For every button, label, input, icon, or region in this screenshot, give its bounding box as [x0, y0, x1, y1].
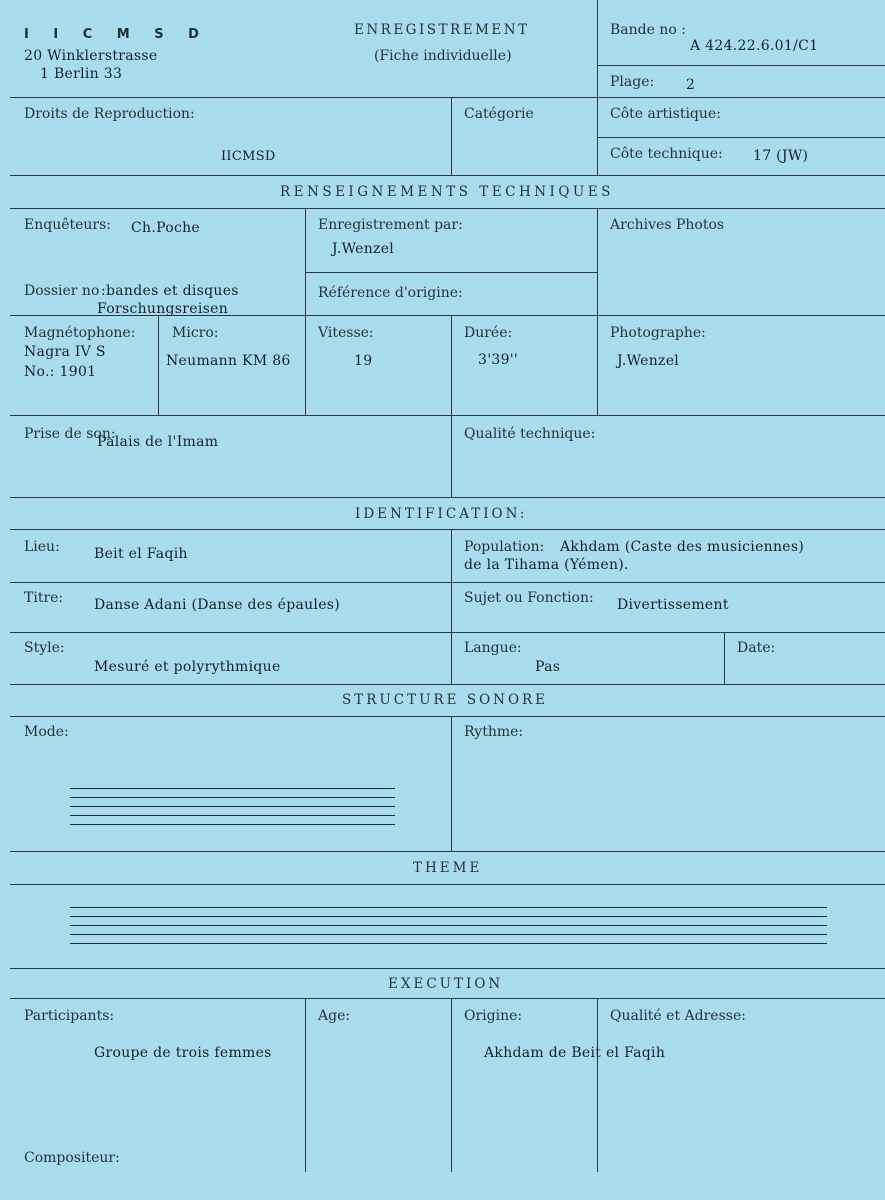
rule-structure-bottom: [10, 851, 885, 852]
cote-technique-label: Côte technique:: [610, 146, 723, 162]
droits-label: Droits de Reproduction:: [24, 106, 195, 122]
prise-de-son-label: Prise de son:: [24, 426, 116, 442]
participants-value: Groupe de trois femmes: [94, 1045, 272, 1061]
rule-cote-split: [597, 137, 885, 138]
dossier-label: Dossier no: [24, 283, 100, 299]
rule-right-header: [597, 0, 598, 175]
micro-label: Micro:: [172, 325, 219, 341]
card-subtitle: (Fiche individuelle): [374, 48, 512, 64]
vitesse-label: Vitesse:: [318, 325, 374, 341]
org-address-street: 20 Winklerstrasse: [24, 48, 158, 64]
origine-label: Origine:: [464, 1008, 523, 1024]
rule-structure-split: [451, 716, 452, 851]
enqueteurs-label: Enquêteurs:: [24, 217, 112, 233]
enregistrement-par-label: Enregistrement par:: [318, 217, 463, 233]
rule-micro: [158, 315, 159, 415]
participants-label: Participants:: [24, 1008, 115, 1024]
titre-label: Titre:: [24, 590, 64, 606]
style-value: Mesuré et polyrythmique: [94, 659, 281, 675]
vitesse-value: 19: [354, 353, 373, 369]
section-title-identification: IDENTIFICATION:: [355, 506, 528, 522]
sujet-value: Divertissement: [617, 597, 729, 613]
population-value-line1: Akhdam (Caste des musiciennes): [560, 539, 805, 555]
lieu-label: Lieu:: [24, 539, 60, 555]
sujet-label: Sujet ou Fonction:: [464, 590, 594, 606]
rule-equipment-bottom: [10, 415, 885, 416]
duree-label: Durée:: [464, 325, 513, 341]
mode-label: Mode:: [24, 724, 69, 740]
rule-structure-title-bottom: [10, 716, 885, 717]
compositeur-label: Compositeur:: [24, 1150, 120, 1166]
section-title-execution: EXECUTION: [388, 976, 504, 992]
rule-reference-top: [305, 272, 597, 273]
rule-tech-title-bottom: [10, 208, 885, 209]
micro-value: Neumann KM 86: [166, 353, 291, 369]
origine-value: Akhdam de Beit el Faqih: [484, 1045, 666, 1061]
age-label: Age:: [318, 1008, 351, 1024]
enregistrement-par-value: J.Wenzel: [332, 241, 395, 257]
plage-label: Plage:: [610, 74, 655, 90]
rule-theme-bottom: [10, 968, 885, 969]
photographe-label: Photographe:: [610, 325, 706, 341]
rule-header-bottom: [10, 97, 885, 98]
magnetophone-value-line2: No.: 1901: [24, 364, 97, 380]
org-name: I I C M S D: [24, 27, 209, 42]
rule-titre-bottom: [10, 632, 885, 633]
rule-lieu-bottom: [10, 582, 885, 583]
rule-rights-bottom: [10, 175, 885, 176]
rule-ident-title-bottom: [10, 529, 885, 530]
rule-categorie: [451, 97, 452, 175]
langue-value: Pas: [535, 659, 561, 675]
photographe-value: J.Wenzel: [617, 353, 680, 369]
rule-date: [724, 632, 725, 684]
rythme-label: Rythme:: [464, 724, 524, 740]
lieu-value: Beit el Faqih: [94, 546, 188, 562]
card-title: ENREGISTREMENT: [354, 22, 530, 38]
section-title-theme: THEME: [413, 860, 483, 876]
rule-plage-top: [597, 65, 885, 66]
magnetophone-label: Magnétophone:: [24, 325, 136, 341]
rule-exec-origine: [451, 998, 452, 1172]
langue-label: Langue:: [464, 640, 522, 656]
bande-label: Bande no :: [610, 22, 686, 38]
rule-theme-title-bottom: [10, 884, 885, 885]
cote-technique-value: 17 (JW): [753, 148, 809, 164]
magnetophone-value-line1: Nagra IV S: [24, 344, 106, 360]
cote-artistique-label: Côte artistique:: [610, 106, 721, 122]
rule-tech-right: [597, 208, 598, 415]
prise-de-son-value: Palais de l'Imam: [97, 434, 219, 450]
rule-tech-left: [305, 208, 306, 415]
reference-label: Référence d'origine:: [318, 285, 463, 301]
date-label: Date:: [737, 640, 776, 656]
style-label: Style:: [24, 640, 65, 656]
rule-exec-title-bottom: [10, 998, 885, 999]
population-label: Population:: [464, 539, 545, 555]
rule-prise-bottom: [10, 497, 885, 498]
rule-style-bottom: [10, 684, 885, 685]
rule-exec-age: [305, 998, 306, 1172]
rule-duree: [451, 315, 452, 415]
rule-exec-qualite: [597, 998, 598, 1172]
dossier-value-line2: Forschungsreisen: [97, 301, 229, 317]
section-title-structure: STRUCTURE SONORE: [342, 692, 549, 708]
categorie-label: Catégorie: [464, 106, 534, 122]
population-value-line2: de la Tihama (Yémen).: [464, 557, 629, 573]
dossier-value-line1: :bandes et disques: [101, 283, 239, 299]
org-address-city: 1 Berlin 33: [40, 66, 123, 82]
qualite-adresse-label: Qualité et Adresse:: [610, 1008, 746, 1024]
duree-value: 3'39'': [478, 352, 519, 368]
rule-prise-split: [451, 415, 452, 497]
titre-value: Danse Adani (Danse des épaules): [94, 597, 341, 613]
enqueteurs-value: Ch.Poche: [131, 220, 201, 236]
droits-value: IICMSD: [221, 149, 276, 164]
rule-ident-split: [451, 529, 452, 684]
qualite-technique-label: Qualité technique:: [464, 426, 596, 442]
archives-photos-label: Archives Photos: [610, 217, 725, 233]
section-title-technical: RENSEIGNEMENTS TECHNIQUES: [280, 184, 614, 200]
plage-value: 2: [686, 77, 696, 93]
bande-value: A 424.22.6.01/C1: [690, 38, 819, 54]
